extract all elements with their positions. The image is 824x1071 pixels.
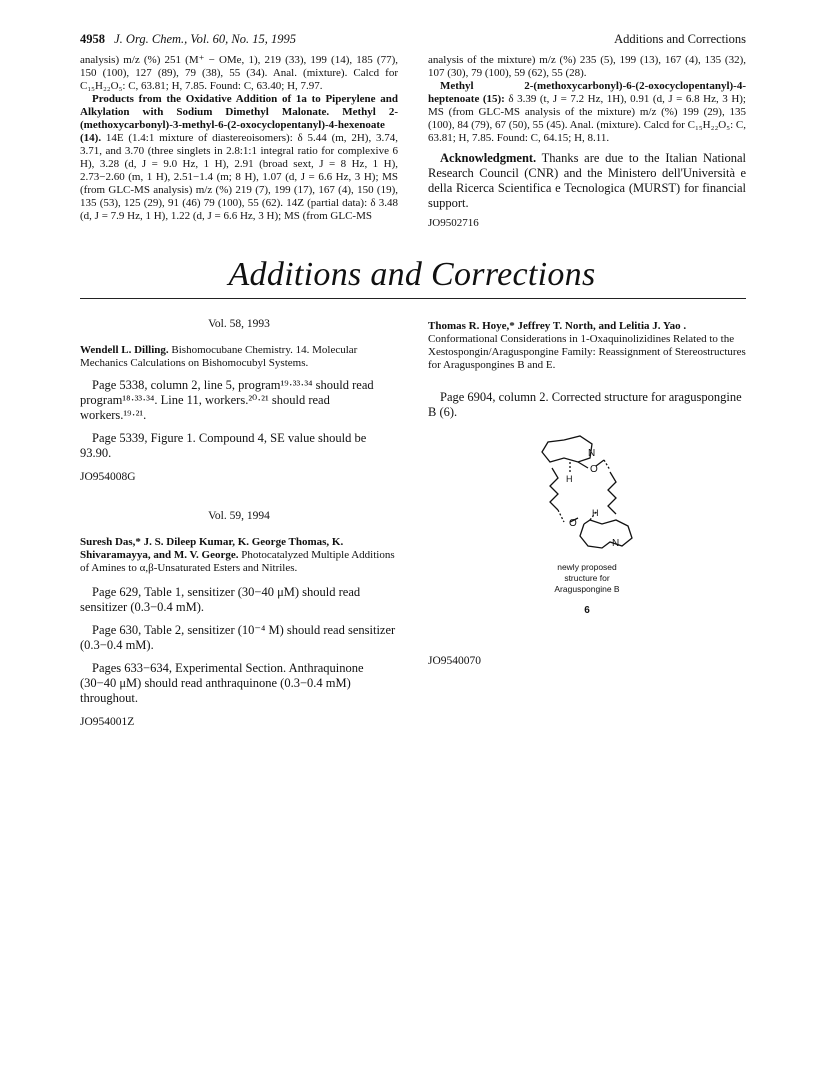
entry-header	[80, 536, 398, 575]
araguspongine-b-structure	[530, 432, 650, 562]
correction-entry-vol59	[80, 510, 398, 728]
stereo-bond	[558, 510, 564, 522]
manuscript-code: JO9502716	[428, 217, 479, 229]
correction-text: Page 630, Table 2, sensitizer (10⁻⁴ M) should read sensitizer (0.3−0.4 mM).	[80, 623, 396, 652]
oxygen-atom-upper: O	[590, 464, 598, 475]
correction-text: Page 5339, Figure 1. Compound 4, SE value should be 93.90.	[80, 431, 367, 460]
compound-14-text: 14E (1.4:1 mixture of diastereoisomers): δ 5.44 (m, 2H), 3.74, 3.71, and 3.70 (three singlets in 2.8:1:1 integral ratio for complexive 6 H), 3.28 (d, J = 9.0 Hz, 1 H), 2.91 (broad sext, J = 8 Hz, 1 H), 2.73−2.60 (m, 1 H), 2.51−1.4 (m; 8 H), 1.07 (d, J = 6.6 Hz, 3 H); MS (from GLC-MS analysis) m/z (%) 219 (7), 199 (17), 167 (4), 150 (19), 135 (53), 125 (29), 91 (46) 79 (100), 55 (62). 14Z (partial data): δ 3.48 (d, J = 7.9 Hz, 1 H), 1.22 (d, J = 6.6 Hz, 3 H); MS (from GLC-MS	[80, 132, 398, 222]
compound-15-heading: Methyl 2-(methoxycarbonyl)-6-(2-oxocyclopentanyl)-4-heptenoate (15):	[428, 80, 746, 105]
running-header	[80, 32, 746, 50]
compound-number: 6	[584, 605, 590, 616]
authors: Thomas R. Hoye,* Jeffrey T. North, and Lelitia J. Yao .	[428, 320, 687, 332]
compound-14-heading: Products from the Oxidative Addition of 1a to Piperylene and Alkylation with Sodium Dimethyl Malonate. Methyl 2-(methoxycarbonyl)-3-methyl-6-(2-oxocyclopentanyl)-4-hexenoate (14).	[80, 93, 398, 144]
acknowledgment-label: Acknowledgment.	[440, 151, 537, 165]
spectral-data-paragraph: analysis) m/z (%) 251 (M⁺ − OMe, 1), 219 (33), 199 (14), 185 (77), 150 (100), 127 (89), 79 (38), 55 (34). Anal. (mixture). Calcd for C₁₅H₂₂O₅: C, 63.81; H, 7.85. Found: C, 63.40; H, 7.97.	[80, 54, 398, 92]
caption-line: Araguspongine B	[554, 584, 620, 594]
correction-text: Pages 633−634, Experimental Section. Anthraquinone (30−40 μM) should read anthraquinone (0.3−0.4 mM) throughout.	[80, 661, 364, 705]
right-chain	[608, 472, 616, 514]
compound-15-paragraph	[428, 80, 746, 145]
volume-heading: Vol. 58, 1993	[208, 318, 270, 330]
oxygen-atom-lower: O	[569, 518, 577, 529]
caption-line: newly proposed	[557, 562, 617, 572]
article-title: Conformational Considerations in 1-Oxaquinolizidines Related to the Xestospongin/Araguspongine Family: Reassignment of Stereostructures for Araguspongines B and E.	[428, 333, 746, 371]
correction-entry-vol58	[80, 318, 398, 483]
stereo-bond	[604, 460, 610, 470]
correction-text: Page 5338, column 2, line 5, program¹⁹·³³·³⁴ should read program¹⁸·³³·³⁴. Line 11, workers.²⁰·²¹ should read workers.¹⁹·²¹.	[80, 378, 374, 422]
volume-heading: Vol. 59, 1994	[208, 510, 270, 522]
nitrogen-atom-upper: N	[588, 448, 596, 459]
compound-15-text: δ 3.39 (t, J = 7.2 Hz, 1H), 0.91 (d, J = 6.8 Hz, 3 H); MS (from GLC-MS analysis of the mixture) m/z (%) 199 (29), 135 (100), 84 (79), 67 (50), 55 (45). Anal. (mixture). Calcd for C₁₅H₂₂O₅: C, 63.81; H, 7.85. Found: C, 64.15; H, 8.11.	[428, 93, 746, 144]
entry-header	[80, 344, 398, 370]
acknowledgment-text: Thanks are due to the Italian National Research Council (CNR) and the Ministero dell'Università e della Ricerca Scientifica e Tecnologica (MURST) for financial support.	[428, 151, 746, 210]
left-chain	[550, 468, 558, 510]
hydrogen-atom-upper: H	[566, 474, 573, 484]
correction-text: Page 629, Table 1, sensitizer (30−40 μM) should read sensitizer (0.3−0.4 mM).	[80, 585, 361, 614]
section-title: Additions and Corrections	[228, 256, 596, 293]
correction-entry-hoye	[428, 320, 746, 420]
upper-ring-bonds	[542, 436, 592, 462]
manuscript-code: JO954001Z	[80, 716, 135, 728]
caption-line: structure for	[564, 573, 610, 583]
manuscript-code: JO9540070	[428, 655, 482, 667]
bond	[578, 462, 588, 468]
figure-caption	[512, 562, 662, 616]
section-name: Additions and Corrections	[614, 32, 746, 46]
acknowledgment-paragraph	[428, 151, 746, 211]
nitrogen-atom-lower: N	[612, 538, 620, 549]
lower-ring-bonds	[580, 520, 632, 548]
hydrogen-atom-lower: H	[592, 508, 599, 518]
page-number: 4958	[80, 32, 105, 46]
article-title: Photocatalyzed Multiple Additions of Amines to α,β-Unsaturated Esters and Nitriles.	[80, 549, 395, 574]
authors: Suresh Das,* J. S. Dileep Kumar, K. George Thomas, K. Shivaramayya, and M. V. George.	[80, 536, 344, 561]
manuscript-code: JO954008G	[80, 471, 136, 483]
authors: Wendell L. Dilling.	[80, 344, 169, 356]
journal-citation: J. Org. Chem., Vol. 60, No. 15, 1995	[114, 32, 296, 46]
title-rule	[80, 298, 746, 299]
top-right-column	[428, 54, 746, 230]
mixture-analysis-paragraph: analysis of the mixture) m/z (%) 235 (5), 199 (13), 167 (4), 135 (32), 107 (30), 79 (100), 59 (62), 55 (28).	[428, 54, 746, 79]
correction-text: Page 6904, column 2. Corrected structure for araguspongine B (6).	[428, 390, 742, 419]
article-title: Bishomocubane Chemistry. 14. Molecular Mechanics Calculations on Bishomocubyl Systems.	[80, 344, 358, 369]
top-left-column	[80, 54, 398, 223]
compound-14-paragraph	[80, 93, 398, 223]
entry-header	[428, 320, 746, 372]
